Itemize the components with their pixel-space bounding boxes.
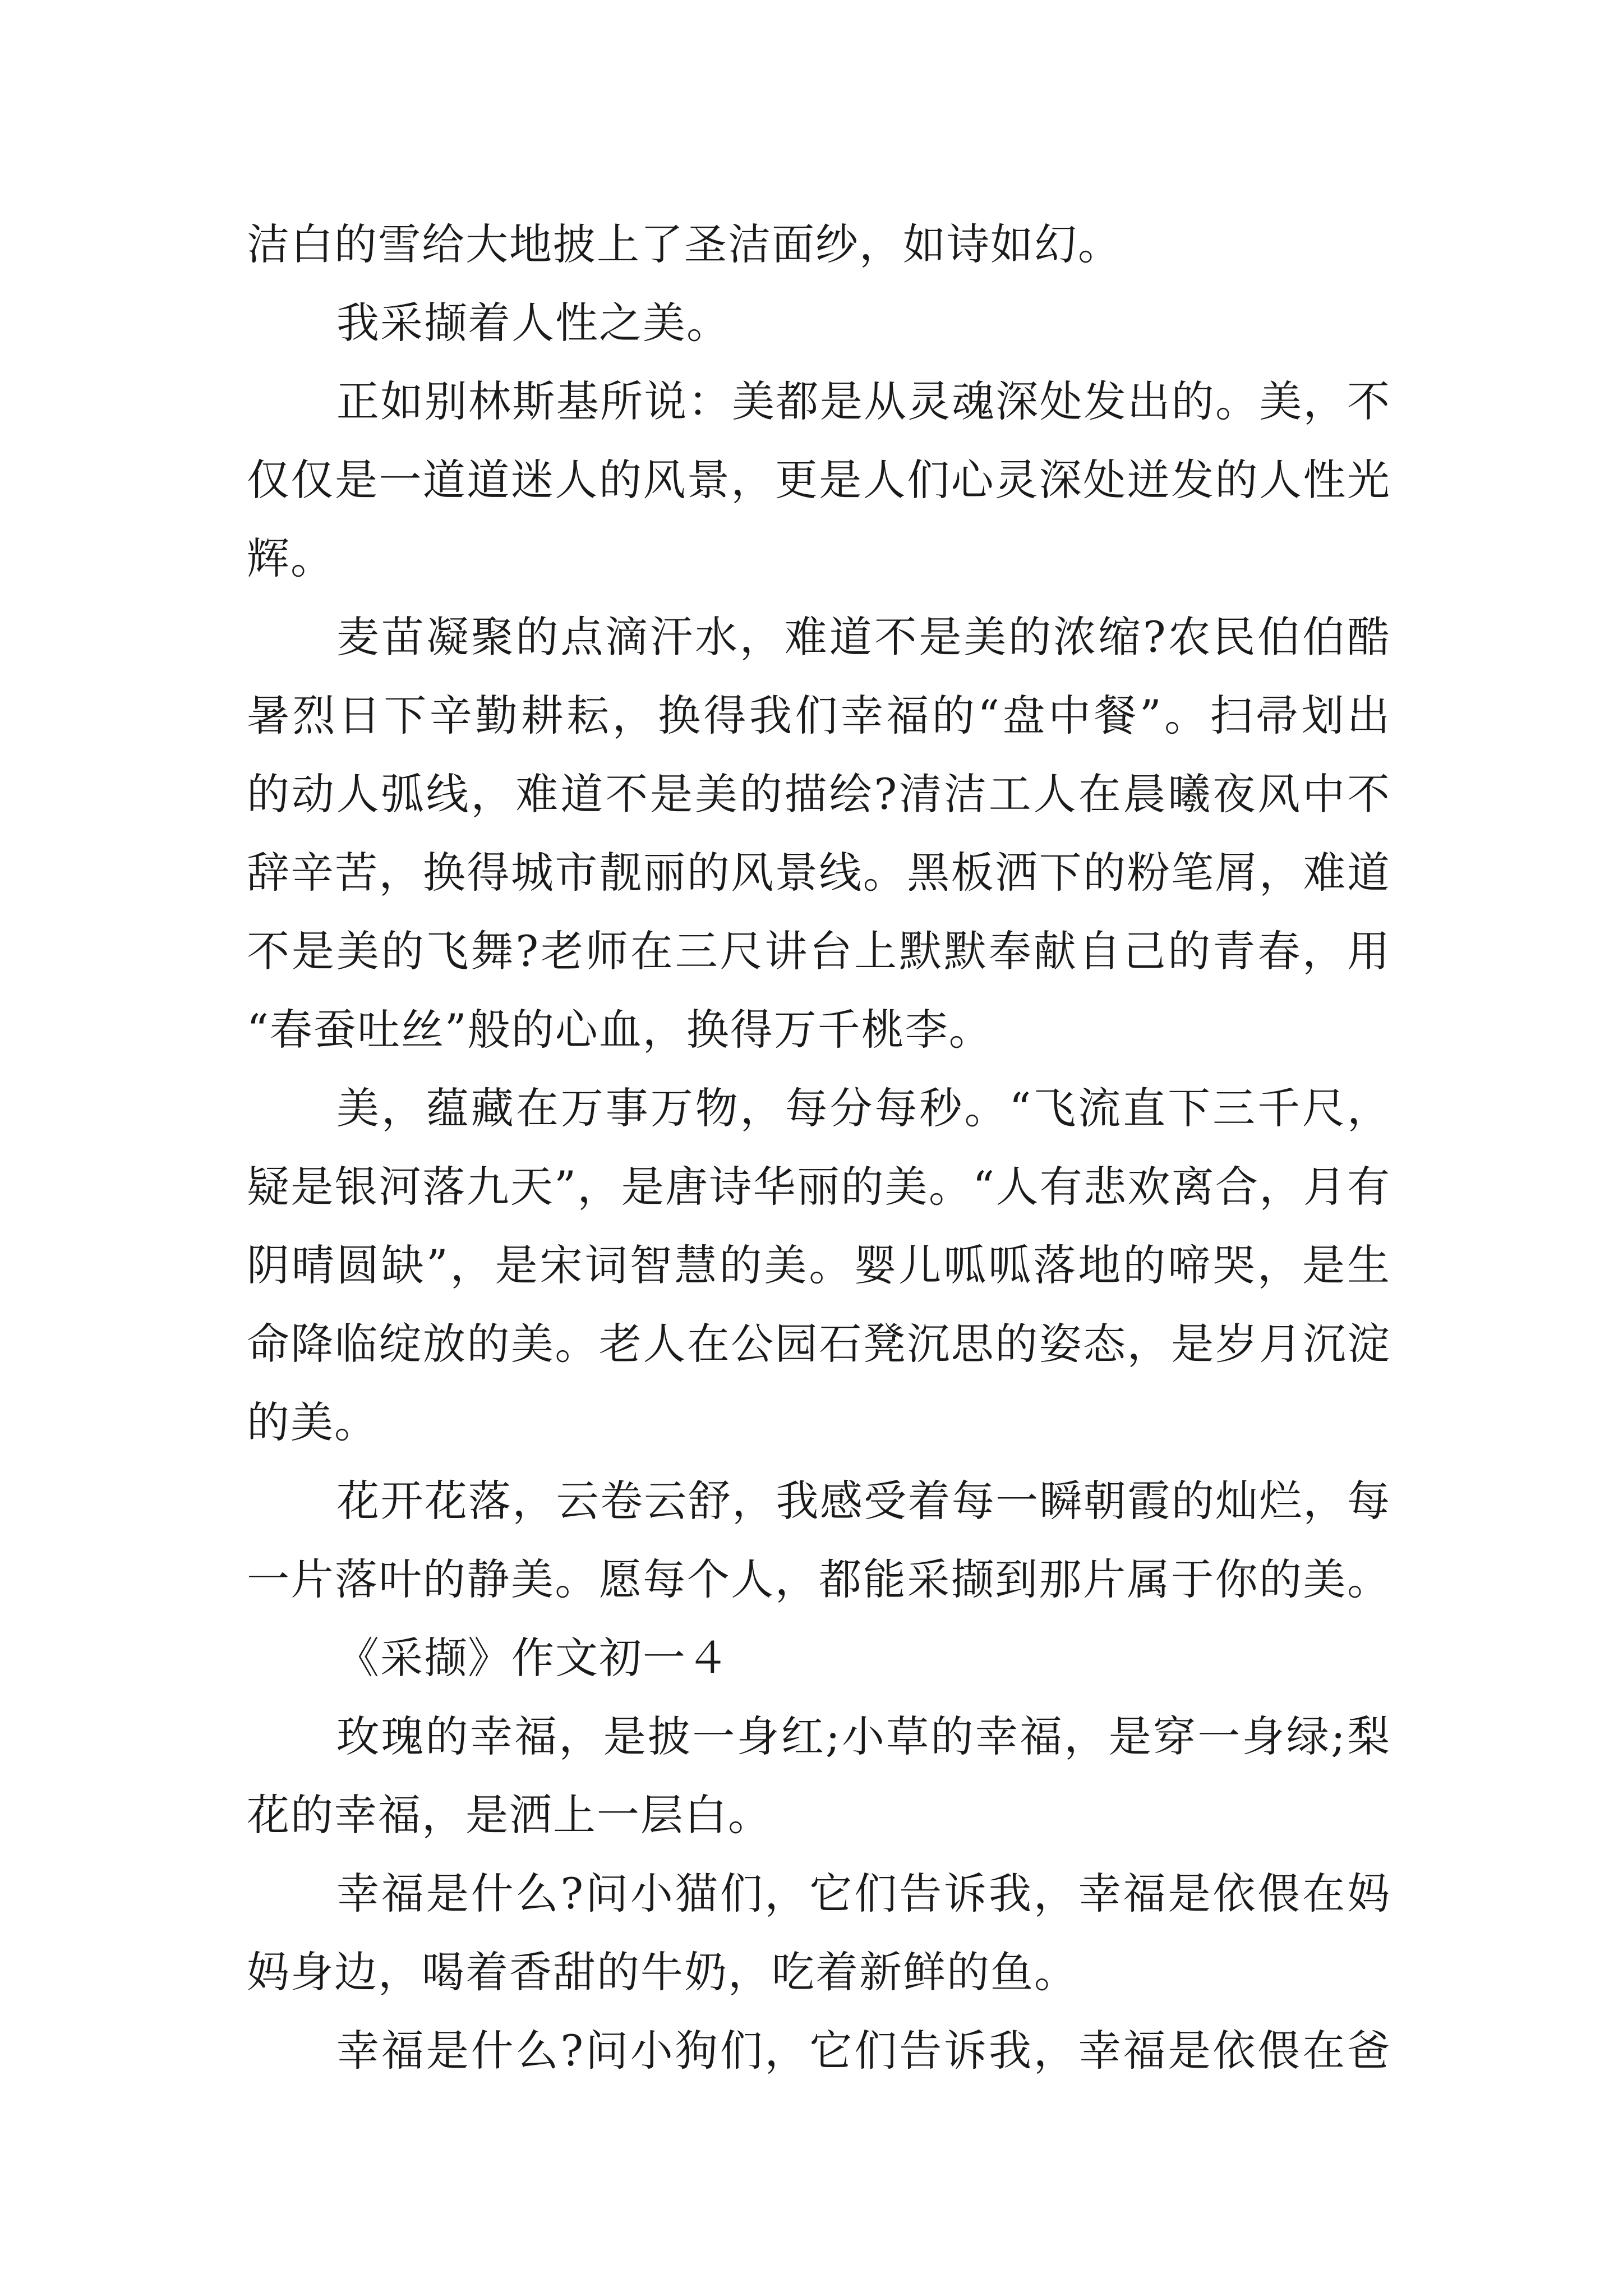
text-line: 花的幸福，是洒上一层白。: [247, 1790, 772, 1840]
text-line: 正如别林斯基所说：美都是从灵魂深处发出的。美，不: [336, 376, 1391, 426]
text-line: 一片落叶的静美。愿每个人，都能采撷到那片属于你的美。: [247, 1554, 1391, 1604]
text-line: 麦苗凝聚的点滴汗水，难道不是美的浓缩?农民伯伯酷: [336, 612, 1391, 662]
text-line: 暑烈日下辛勤耕耘，换得我们幸福的“盘中餐”。扫帚划出: [247, 691, 1391, 740]
text-line: 幸福是什么?问小狗们，它们告诉我，幸福是依偎在爸: [336, 2026, 1391, 2076]
text-line: 花开花落，云卷云舒，我感受着每一瞬朝霞的灿烂，每: [336, 1476, 1391, 1526]
text-line: 幸福是什么?问小猫们，它们告诉我，幸福是依偎在妈: [336, 1869, 1391, 1918]
text-line: 辉。: [247, 533, 334, 583]
text-line: 命降临绽放的美。老人在公园石凳沉思的姿态，是岁月沉淀: [247, 1319, 1391, 1369]
text-line: 的美。: [247, 1397, 378, 1447]
text-line: 不是美的飞舞?老师在三尺讲台上默默奉献自己的青春，用: [247, 926, 1391, 976]
text-line: 的动人弧线，难道不是美的描绘?清洁工人在晨曦夜风中不: [247, 769, 1391, 819]
text-line: 仅仅是一道道迷人的风景，更是人们心灵深处迸发的人性光: [247, 455, 1391, 505]
text-line: 妈身边，喝着香甜的牛奶，吃着新鲜的鱼。: [247, 1947, 1078, 1997]
text-line: 辞辛苦，换得城市靓丽的风景线。黑板洒下的粉笔屑，难道: [247, 848, 1391, 898]
text-line: 玫瑰的幸福，是披一身红;小草的幸福，是穿一身绿;梨: [336, 1711, 1391, 1761]
text-line: 疑是银河落九天”，是唐诗华丽的美。“人有悲欢离合，月有: [247, 1162, 1391, 1212]
section-heading: 《采撷》作文初一４: [336, 1633, 730, 1683]
text-line: 洁白的雪给大地披上了圣洁面纱，如诗如幻。: [247, 219, 1122, 269]
text-line: 美，蕴藏在万事万物，每分每秒。“飞流直下三千尺，: [336, 1083, 1391, 1133]
text-line: 阴晴圆缺”，是宋词智慧的美。婴儿呱呱落地的啼哭，是生: [247, 1240, 1391, 1290]
text-line: “春蚕吐丝”般的心血，换得万千桃李。: [247, 1005, 993, 1055]
text-line: 我采撷着人性之美。: [336, 298, 730, 348]
